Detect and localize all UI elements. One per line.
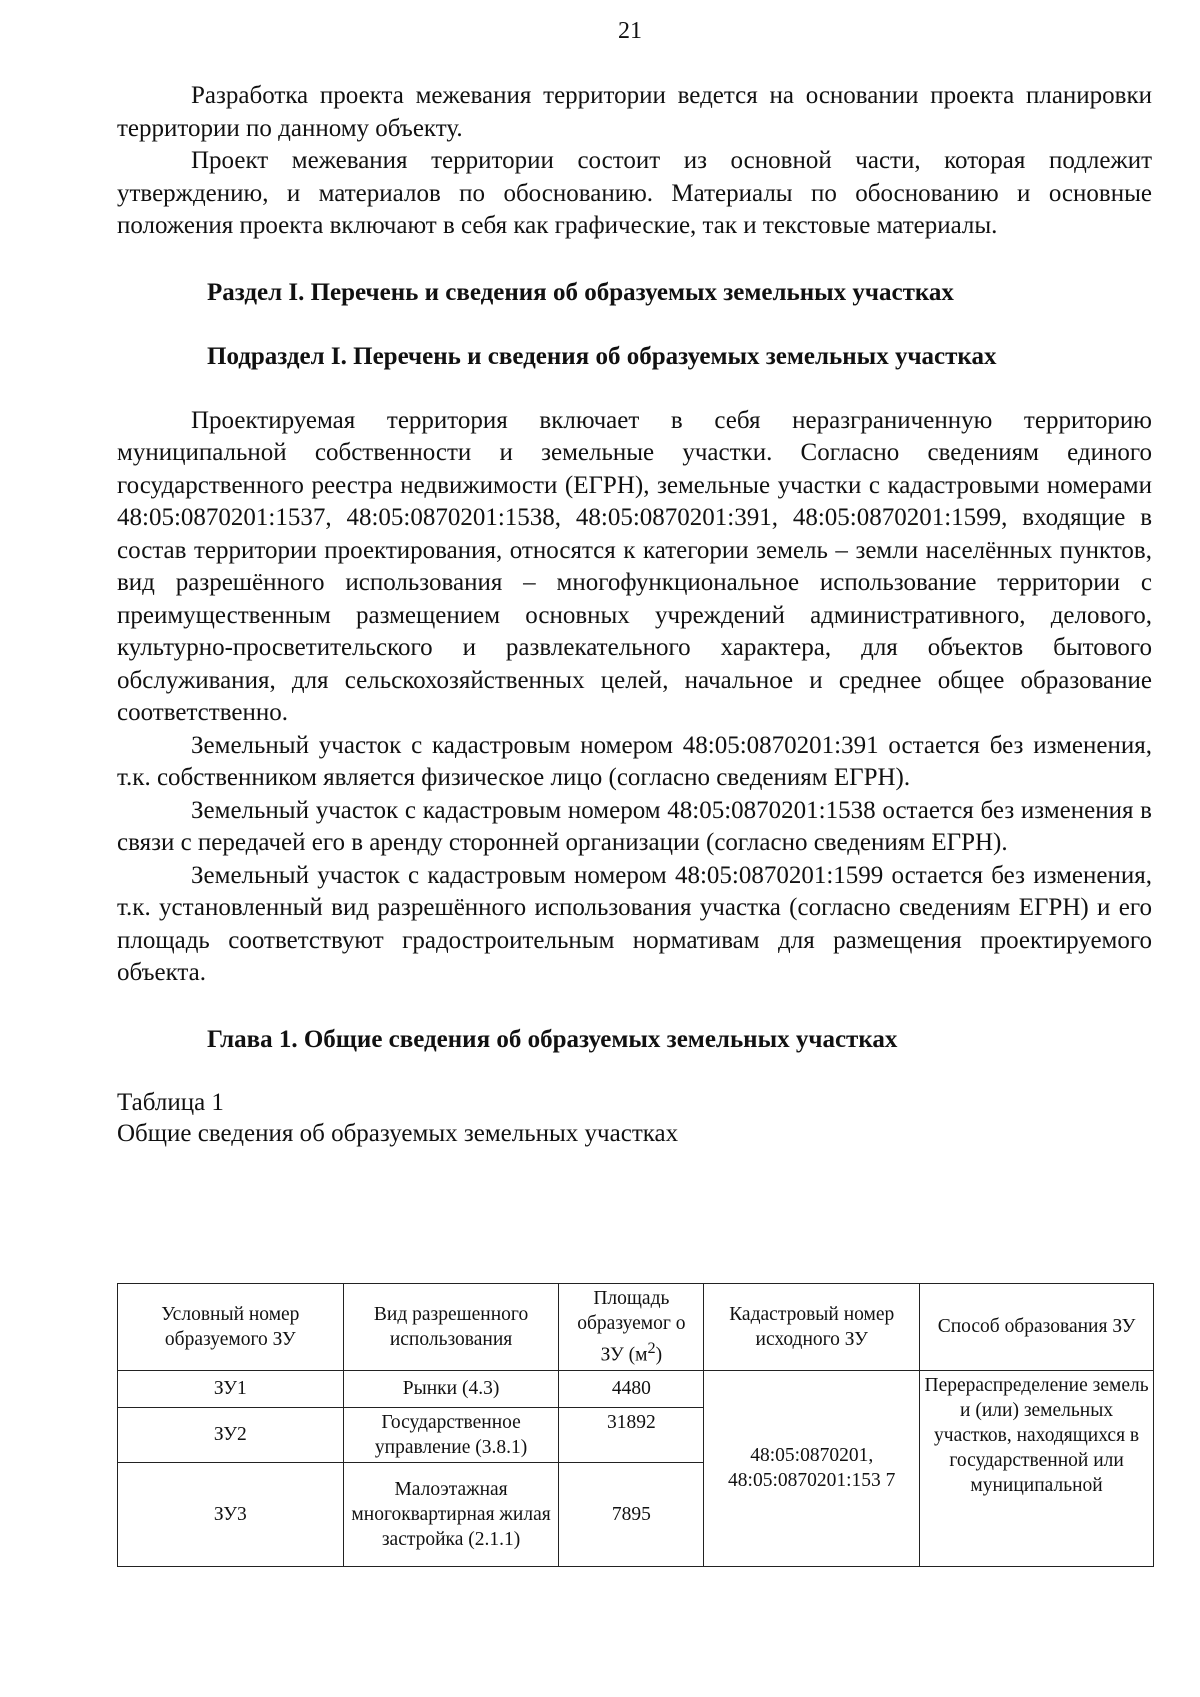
paragraph: Проектируемая территория включает в себя неразграниченную территорию муниципальной собственности и земельные участки. Согласно сведениям единого государственного реестра недвижимости (ЕГРН), земельные участки с кадастровыми номерами 48:05:0870201:1537, 48:05:0870201:1538, 48:05:0870201:391, 48:05:0870201:1599, входящие в состав территории проектирования, относятся к категории земель – земли населённых пунктов, вид разрешённого использования – многофункциональное использование территории с преимущественным размещением основных учреждений административного, делового, культурно-просветительского и развлекательного характера, для объектов бытового обслуживания, для сельскохозяйственных целей, начальное и среднее общее образование соответственно. [117, 406, 1152, 726]
subsection-heading: Подраздел I. Перечень и сведения об образуемых земельных участках [207, 343, 997, 370]
table-header-row [118, 1284, 1154, 1371]
chapter-heading: Глава 1. Общие сведения об образуемых земельных участках [207, 1025, 898, 1053]
cell-plot-id: ЗУ1 [118, 1370, 344, 1407]
table-label: Таблица 1 [117, 1089, 224, 1116]
header-area-sup: 2 [647, 1339, 656, 1357]
page-number: 21 [618, 18, 642, 44]
table-caption: Общие сведения об образуемых земельных участках [117, 1119, 679, 1147]
header-area-tail: ) [655, 1344, 663, 1366]
cell-plot-id: ЗУ2 [118, 1407, 344, 1462]
cell-area: 7895 [559, 1462, 704, 1566]
section-heading: Раздел I. Перечень и сведения об образуемых земельных участках [207, 278, 954, 306]
header-area [559, 1284, 704, 1371]
cell-plot-id: ЗУ3 [118, 1462, 344, 1566]
cell-permitted-use: Малоэтажная многоквартирная жилая застройка (2.1.1) [343, 1462, 559, 1566]
cell-permitted-use: Рынки (4.3) [343, 1370, 559, 1407]
paragraph: Земельный участок с кадастровым номером 48:05:0870201:391 остается без изменения, т.к. собственником является физическое лицо (согласно сведениям ЕГРН). [117, 731, 1152, 791]
header-source-cadastral: Кадастровый номер исходного ЗУ [704, 1284, 920, 1371]
cell-source-cadastral: 48:05:0870201, 48:05:0870201:153 7 [704, 1370, 920, 1566]
cell-formation-method: Перераспределение земель и (или) земельных участков, находящихся в государственной или муниципальной [920, 1370, 1154, 1566]
header-permitted-use: Вид разрешенного использования [343, 1284, 559, 1371]
table-row [118, 1370, 1154, 1407]
paragraph: Разработка проекта межевания территории ведется на основании проекта планировки территории по данному объекту. [117, 82, 1152, 142]
land-plots-table [117, 1283, 1154, 1567]
cell-area: 4480 [559, 1370, 704, 1407]
header-method: Способ образования ЗУ [920, 1284, 1154, 1371]
cell-permitted-use: Государственное управление (3.8.1) [343, 1407, 559, 1462]
paragraph: Проект межевания территории состоит из основной части, которая подлежит утверждению, и материалов по обоснованию. Материалы по обоснованию и основные положения проекта включают в себя как графические, так и текстовые материалы. [117, 147, 1152, 239]
header-plot-number: Условный номер образуемого ЗУ [118, 1284, 344, 1371]
document-body [117, 80, 1152, 1148]
paragraph: Земельный участок с кадастровым номером 48:05:0870201:1599 остается без изменения, т.к. установленный вид разрешённого использования участка (согласно сведениям ЕГРН) и его площадь соответствуют градостроительным нормативам для размещения проектируемого объекта. [117, 861, 1152, 986]
header-area-text: Площадь образуемог о ЗУ (м [577, 1288, 686, 1366]
paragraph: Земельный участок с кадастровым номером 48:05:0870201:1538 остается без изменения в связи с передачей его в аренду сторонней организации (согласно сведениям ЕГРН). [117, 796, 1152, 856]
cell-area: 31892 [559, 1407, 704, 1462]
